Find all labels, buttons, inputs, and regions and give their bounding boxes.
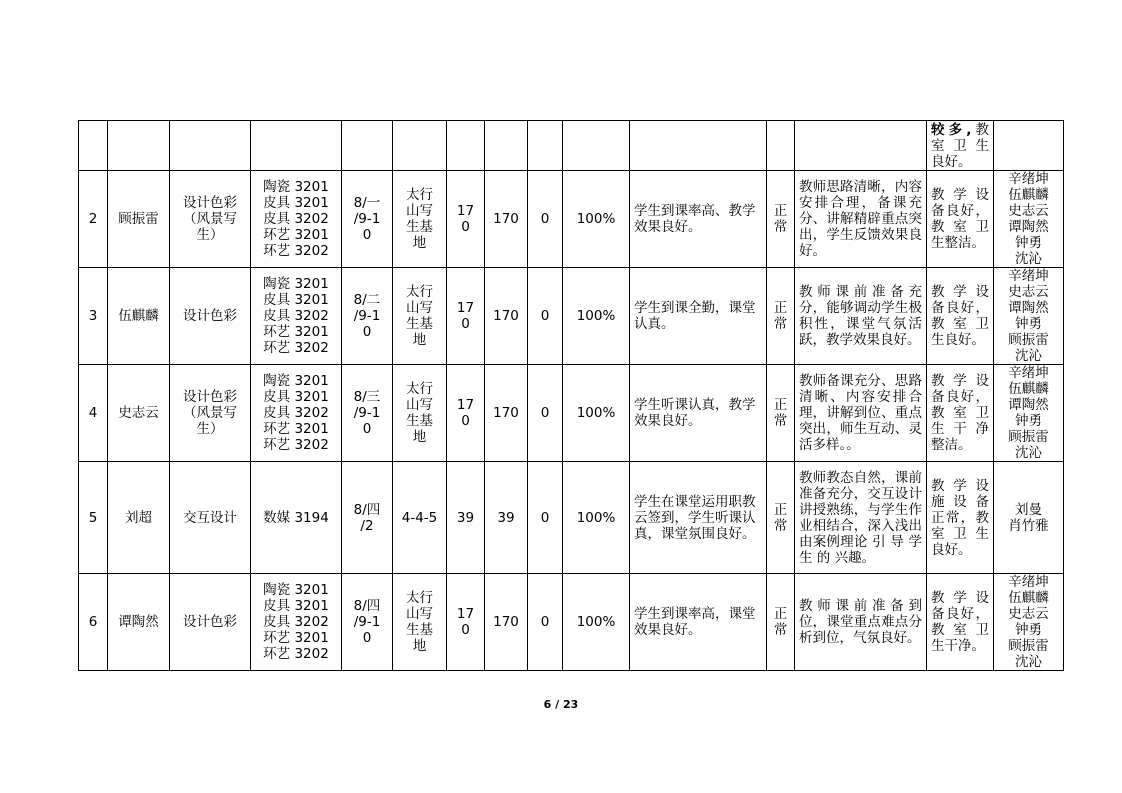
- facility-cell: 教 学 设 施 设 备 正常，教 室 卫 生 良好。: [927, 462, 994, 574]
- attendance-rate-cell: 100%: [563, 462, 630, 574]
- expected-count-cell: 39: [447, 462, 485, 574]
- actual-count-cell: 39: [485, 462, 528, 574]
- date-period-cell: 8/一 /9-1 0: [342, 171, 393, 268]
- inspectors-cell: 辛绪坤 伍麒麟 史志云 谭陶然 钟勇 沈沁: [994, 171, 1064, 268]
- class-cell: 陶瓷 3201 皮具 3201 皮具 3202 环艺 3201 环艺 3202: [251, 171, 342, 268]
- place-cell: 太行 山写 生基 地: [393, 365, 447, 462]
- status-cell: 正 常: [767, 462, 795, 574]
- class-cell: 数媒 3194: [251, 462, 342, 574]
- class-cell: 陶瓷 3201 皮具 3201 皮具 3202 环艺 3201 环艺 3202: [251, 574, 342, 671]
- attendance-rate-cell: 100%: [563, 171, 630, 268]
- facility-cell: [927, 121, 994, 171]
- student-evaluation-cell: 学生听课认真，教学效果良好。: [630, 365, 767, 462]
- teaching-evaluation-cell: 教师备课充分、思路清晰、内容安排合理，讲解到位、重点突出，师生互动、灵活多样。。: [795, 365, 927, 462]
- absent-count-cell: 0: [528, 268, 563, 365]
- facility-cell: 教 学 设 备良好，教 室 卫 生整洁。: [927, 171, 994, 268]
- expected-count-cell: 17 0: [447, 574, 485, 671]
- absent-count-cell: 0: [528, 462, 563, 574]
- actual-count-cell: 170: [485, 365, 528, 462]
- row-number-cell: 2: [79, 171, 108, 268]
- table-row: [79, 365, 1064, 462]
- facility-bold-text: 较多,: [931, 121, 972, 138]
- expected-count-cell: 17 0: [447, 171, 485, 268]
- student-evaluation-cell: 学生到课率高、教学效果良好。: [630, 171, 767, 268]
- teaching-evaluation-cell: 教 师 课 前 准 备 到位，课堂重点难点分析到位，气氛良好。: [795, 574, 927, 671]
- inspection-table: [78, 120, 1064, 671]
- table-row: [79, 574, 1064, 671]
- teacher-cell: 史志云: [108, 365, 170, 462]
- attendance-rate-cell: 100%: [563, 365, 630, 462]
- absent-count-cell: 0: [528, 171, 563, 268]
- table-row: [79, 121, 1064, 171]
- date-period-cell: 8/四 /9-1 0: [342, 574, 393, 671]
- actual-count-cell: 170: [485, 268, 528, 365]
- place-cell: 4-4-5: [393, 462, 447, 574]
- table-row: [79, 462, 1064, 574]
- table-row: [79, 171, 1064, 268]
- student-evaluation-cell: 学生在课堂运用职教云签到，学生听课认真，课堂氛围良好。: [630, 462, 767, 574]
- attendance-rate-cell: 100%: [563, 574, 630, 671]
- course-cell: 设计色彩 （风景写 生）: [170, 365, 251, 462]
- inspectors-cell: 辛绪坤 伍麒麟 谭陶然 钟勇 顾振雷 沈沁: [994, 365, 1064, 462]
- row-number-cell: 6: [79, 574, 108, 671]
- facility-cell: 教 学 设 备良好，教 室 卫 生良好。: [927, 268, 994, 365]
- facility-cell: 教 学 设 备良好，教 室 卫 生干净。: [927, 574, 994, 671]
- date-period-cell: 8/三 /9-1 0: [342, 365, 393, 462]
- teacher-cell: 伍麒麟: [108, 268, 170, 365]
- status-cell: 正 常: [767, 574, 795, 671]
- absent-count-cell: 0: [528, 574, 563, 671]
- class-cell: 陶瓷 3201 皮具 3201 皮具 3202 环艺 3201 环艺 3202: [251, 268, 342, 365]
- inspectors-cell: 辛绪坤 伍麒麟 史志云 钟勇 顾振雷 沈沁: [994, 574, 1064, 671]
- inspectors-cell: 刘曼 肖竹雅: [994, 462, 1064, 574]
- date-period-cell: 8/四 /2: [342, 462, 393, 574]
- status-cell: 正 常: [767, 365, 795, 462]
- expected-count-cell: 17 0: [447, 365, 485, 462]
- teacher-cell: 刘超: [108, 462, 170, 574]
- class-cell: 陶瓷 3201 皮具 3201 皮具 3202 环艺 3201 环艺 3202: [251, 365, 342, 462]
- course-cell: 设计色彩: [170, 268, 251, 365]
- place-cell: 太行 山写 生基 地: [393, 171, 447, 268]
- row-number-cell: 5: [79, 462, 108, 574]
- teaching-evaluation-cell: 教师思路清晰，内容安排合理，备课充分、讲解精辟重点突出，学生反馈效果良好。: [795, 171, 927, 268]
- course-cell: 设计色彩: [170, 574, 251, 671]
- teaching-evaluation-cell: 教 师 课 前 准 备 充分，能够调动学生极积性，课堂气氛活跃，教学效果良好。: [795, 268, 927, 365]
- inspectors-cell: 辛绪坤 史志云 谭陶然 钟勇 顾振雷 沈沁: [994, 268, 1064, 365]
- facility-text: 教 室 卫 生 良好。: [931, 121, 989, 170]
- expected-count-cell: 17 0: [447, 268, 485, 365]
- student-evaluation-cell: 学生到课全勤，课堂认真。: [630, 268, 767, 365]
- course-cell: 设计色彩 （风景写 生）: [170, 171, 251, 268]
- date-period-cell: 8/二 /9-1 0: [342, 268, 393, 365]
- attendance-rate-cell: 100%: [563, 268, 630, 365]
- table-row: [79, 268, 1064, 365]
- status-cell: 正 常: [767, 171, 795, 268]
- place-cell: 太行 山写 生基 地: [393, 268, 447, 365]
- row-number-cell: 4: [79, 365, 108, 462]
- student-evaluation-cell: 学生到课率高，课堂效果良好。: [630, 574, 767, 671]
- status-cell: 正 常: [767, 268, 795, 365]
- teaching-evaluation-cell: 教师教态自然，课前准备充分，交互设计讲授熟练，与学生作业相结合，深入浅出由案例理论 引 导 学 生 的 兴趣。: [795, 462, 927, 574]
- absent-count-cell: 0: [528, 365, 563, 462]
- page-number: 6 / 23: [543, 698, 579, 711]
- row-number-cell: 3: [79, 268, 108, 365]
- table-body: [79, 171, 1064, 671]
- course-cell: 交互设计: [170, 462, 251, 574]
- facility-cell: 教 学 设 备良好，教 室 卫 生 干 净整洁。: [927, 365, 994, 462]
- actual-count-cell: 170: [485, 171, 528, 268]
- teacher-cell: 谭陶然: [108, 574, 170, 671]
- place-cell: 太行 山写 生基 地: [393, 574, 447, 671]
- actual-count-cell: 170: [485, 574, 528, 671]
- teacher-cell: 顾振雷: [108, 171, 170, 268]
